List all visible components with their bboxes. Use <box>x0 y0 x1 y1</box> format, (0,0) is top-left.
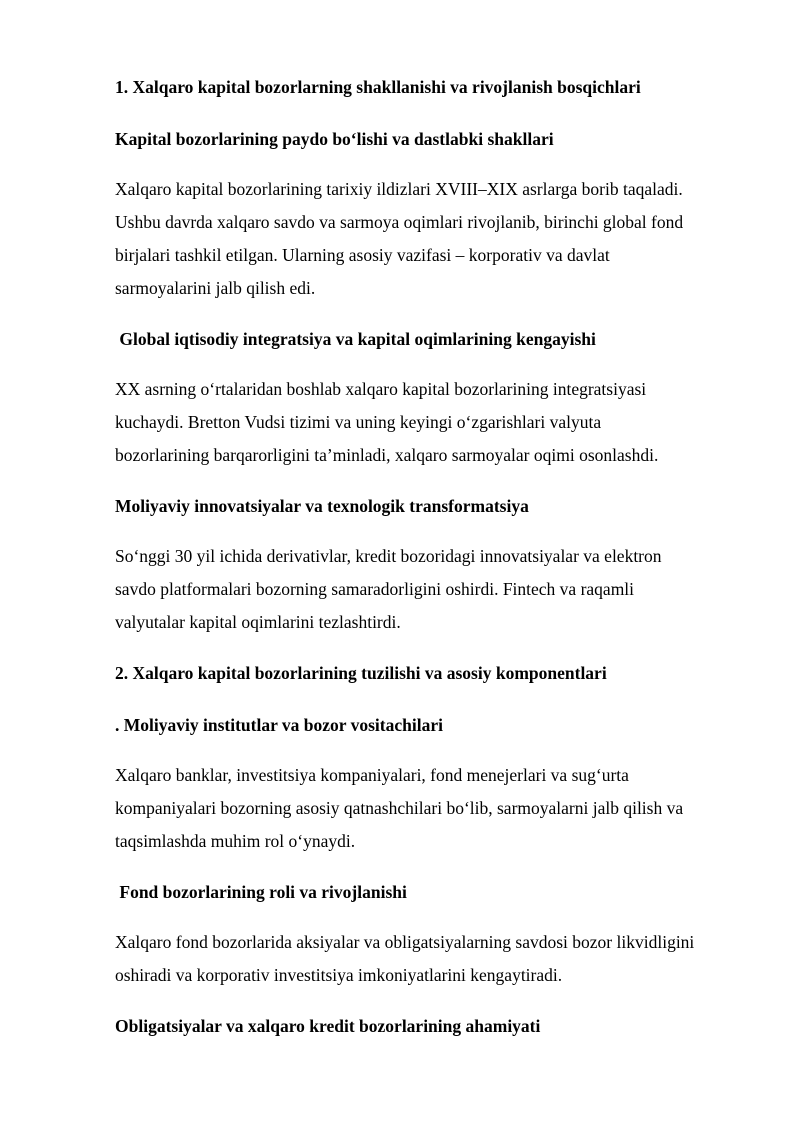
subheading-innovations: Moliyaviy innovatsiyalar va texnologik transformatsiya <box>115 496 529 516</box>
paragraph-line: kompaniyalari bozorning asosiy qatnashchilari bo‘lib, sarmoyalarni jalb qilish va <box>115 798 684 818</box>
paragraph-line: kuchaydi. Bretton Vudsi tizimi va uning keyingi o‘zgarishlari valyuta <box>115 412 602 432</box>
paragraph-line: taqsimlashda muhim rol o‘ynaydi. <box>115 831 356 851</box>
subheading-integration: Global iqtisodiy integratsiya va kapital oqimlarining kengayishi <box>115 329 596 349</box>
paragraph-line: savdo platformalari bozorning samaradorligini oshirdi. Fintech va raqamli <box>115 579 635 599</box>
paragraph-line: bozorlarining barqarorligini ta’minladi, xalqaro sarmoyalar oqimi osonlashdi. <box>115 445 659 465</box>
paragraph-line: valyutalar kapital oqimlarini tezlashtirdi. <box>115 612 401 632</box>
subheading-origins: Kapital bozorlarining paydo bo‘lishi va dastlabki shakllari <box>115 129 554 149</box>
subheading-stock-markets: Fond bozorlarining roli va rivojlanishi <box>115 882 407 902</box>
subheading-institutions: . Moliyaviy institutlar va bozor vositachilari <box>115 715 443 735</box>
section-heading-2: 2. Xalqaro kapital bozorlarining tuzilishi va asosiy komponentlari <box>115 663 607 683</box>
paragraph-line: Xalqaro fond bozorlarida aksiyalar va obligatsiyalarning savdosi bozor likvidligini <box>115 932 695 952</box>
paragraph-line: birjalari tashkil etilgan. Ularning asosiy vazifasi – korporativ va davlat <box>115 245 610 265</box>
paragraph-line: So‘nggi 30 yil ichida derivativlar, kredit bozoridagi innovatsiyalar va elektron <box>115 546 662 566</box>
paragraph-line: Xalqaro banklar, investitsiya kompaniyalari, fond menejerlari va sug‘urta <box>115 765 629 785</box>
paragraph-line: Xalqaro kapital bozorlarining tarixiy ildizlari XVIII–XIX asrlarga borib taqaladi. <box>115 179 683 199</box>
paragraph-line: XX asrning o‘rtalaridan boshlab xalqaro kapital bozorlarining integratsiyasi <box>115 379 647 399</box>
paragraph-line: oshiradi va korporativ investitsiya imkoniyatlarini kengaytiradi. <box>115 965 563 985</box>
paragraph-line: Ushbu davrda xalqaro savdo va sarmoya oqimlari rivojlanib, birinchi global fond <box>115 212 684 232</box>
paragraph-line: sarmoyalarini jalb qilish edi. <box>115 278 316 298</box>
section-heading-1: 1. Xalqaro kapital bozorlarning shakllanishi va rivojlanish bosqichlari <box>115 77 641 97</box>
subheading-bonds: Obligatsiyalar va xalqaro kredit bozorlarining ahamiyati <box>115 1016 541 1036</box>
